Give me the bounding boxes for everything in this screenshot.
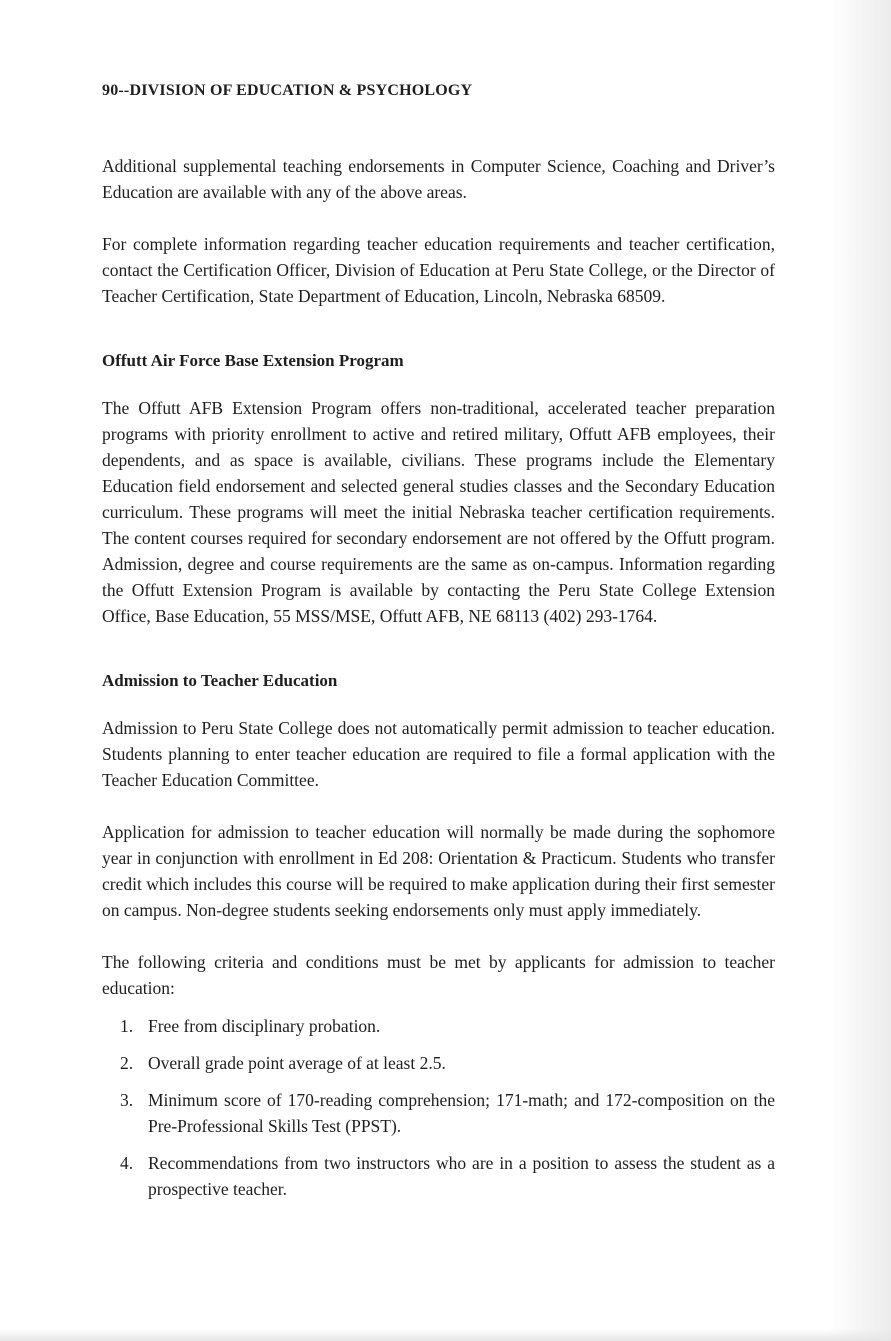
list-item-text: Overall grade point average of at least 2.5. [148,1053,446,1073]
list-item [102,1150,775,1202]
paragraph-admission-1: Admission to Peru State College does not automatically permit admission to teacher education. Students planning to enter teacher education are required to file a formal application with the Teacher Education Committee. [102,718,775,790]
criteria-list [102,1013,775,1202]
running-head: 90--DIVISION OF EDUCATION & PSYCHOLOGY [102,82,473,99]
list-item [102,1050,775,1076]
list-item [102,1087,775,1139]
paragraph-certification-contact: For complete information regarding teacher education requirements and teacher certification, contact the Certification Officer, Division of Education at Peru State College, or the Director of Teacher Certification, State Department of Education, Lincoln, Nebraska 68509. [102,234,775,306]
heading-admission: Admission to Teacher Education [102,671,338,690]
page-content [102,80,775,1213]
paragraph-offutt: The Offutt AFB Extension Program offers non-traditional, accelerated teacher preparation programs with priority enrollment to active and retired military, Offutt AFB employees, their dependents, and as space is available, civilians. These programs include the Elementary Education field endorsement and selected general studies classes and the Secondary Education curriculum. These programs will meet the initial Nebraska teacher certification requirements. The content courses required for secondary endorsement are not offered by the Offutt program. Admission, degree and course requirements are the same as on-campus. Information regarding the Offutt Extension Program is available by contacting the Peru State College Extension Office, Base Education, 55 MSS/MSE, Offutt AFB, NE 68113 (402) 293-1764. [102,398,775,626]
paragraph-admission-3: The following criteria and conditions must be met by applicants for admission to teacher education: [102,952,775,998]
heading-offutt: Offutt Air Force Base Extension Program [102,351,404,370]
paragraph-endorsements: Additional supplemental teaching endorsements in Computer Science, Coaching and Driver’s Education are available with any of the above areas. [102,156,775,202]
list-item-number: 4. [120,1153,134,1173]
paragraph-admission-2: Application for admission to teacher education will normally be made during the sophomore year in conjunction with enrollment in Ed 208: Orientation & Practicum. Students who transfer credit which includes this course will be required to make application during their first semester on campus. Non-degree students seeking endorsements only must apply immediately. [102,822,775,920]
list-item-number: 2. [120,1053,134,1073]
list-item-number: 1. [120,1016,134,1036]
list-item-text: Recommendations from two instructors who are in a position to assess the student as a prospective teacher. [148,1153,775,1199]
list-item-text: Free from disciplinary probation. [148,1016,381,1036]
list-item [102,1013,775,1039]
list-item-number: 3. [120,1090,134,1110]
list-item-text: Minimum score of 170-reading comprehension; 171-math; and 172-composition on the Pre-Professional Skills Test (PPST). [148,1090,775,1136]
